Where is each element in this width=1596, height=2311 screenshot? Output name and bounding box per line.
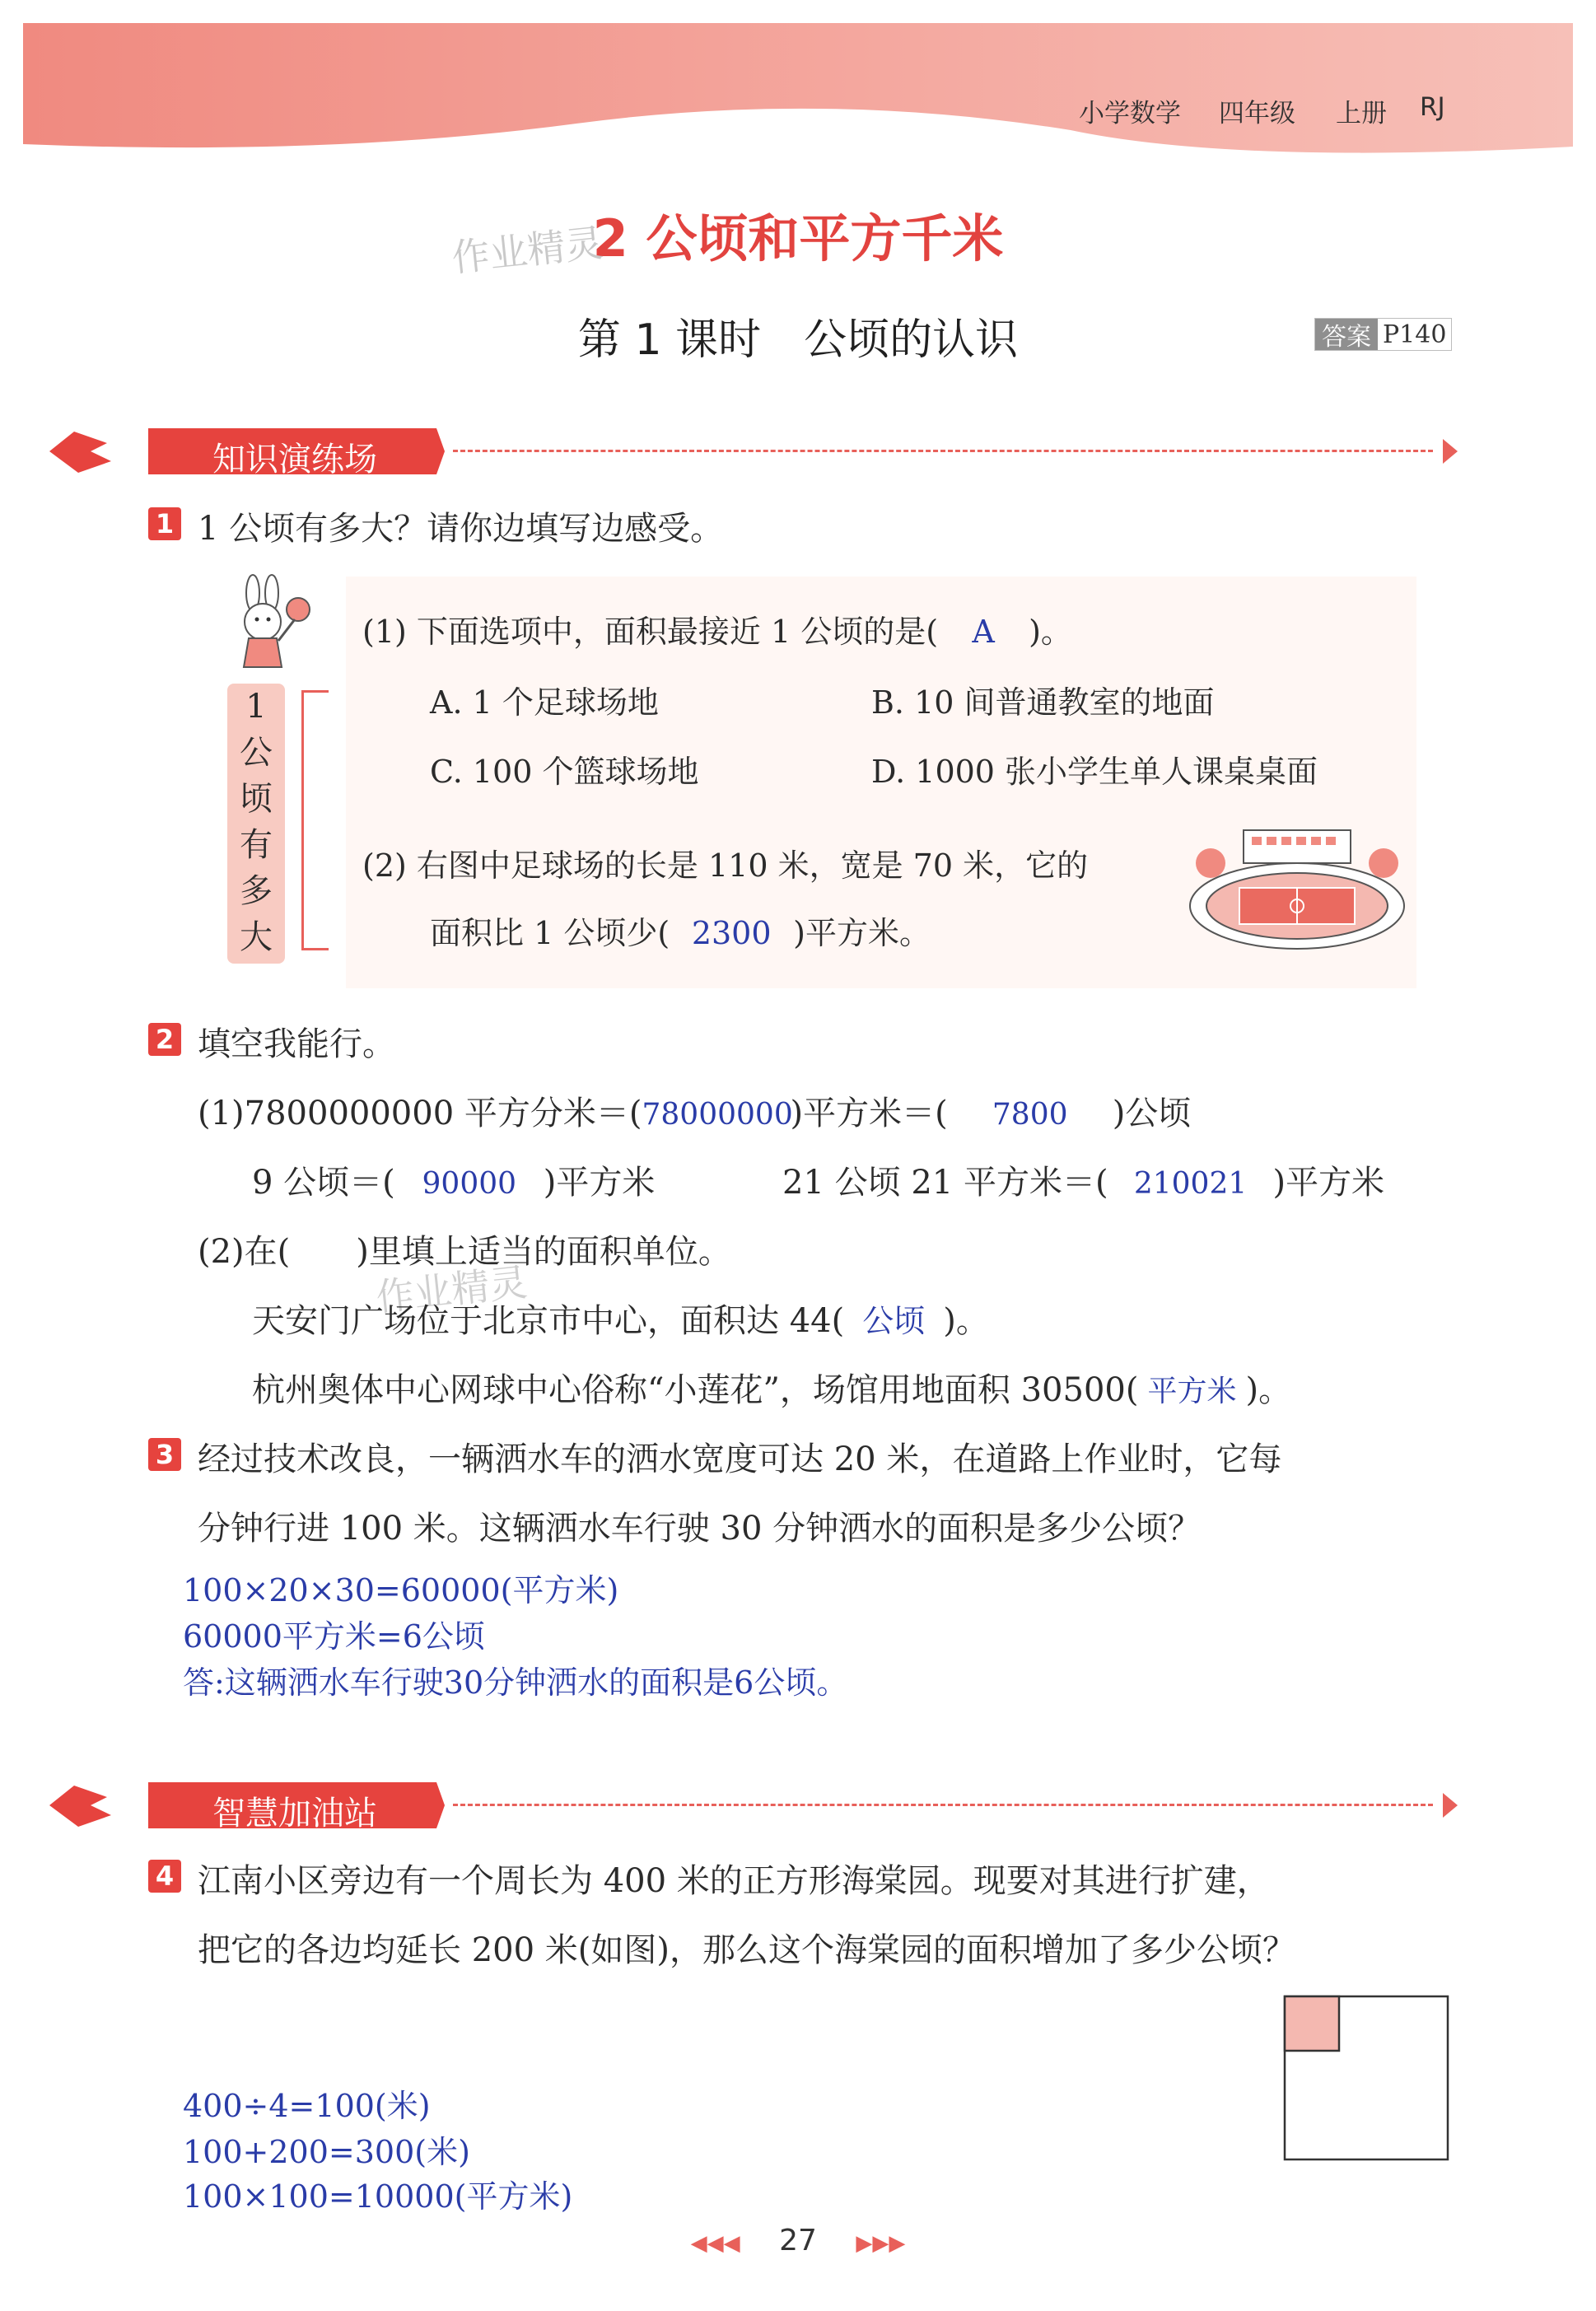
arrow-right-icon [1443, 439, 1458, 464]
q1-part2-line1: (2) 右图中足球场的长是 110 米，宽是 70 米，它的 [362, 847, 1089, 884]
option-c: C. 100 个篮球场地 [430, 754, 699, 790]
option-a: A. 1 个足球场地 [430, 684, 659, 721]
option-d: D. 1000 张小学生单人课桌桌面 [871, 754, 1318, 790]
q2-answer-1: 78000000 [642, 1098, 793, 1132]
question-number: 1 [148, 507, 181, 540]
page-number-value: 27 [779, 2224, 817, 2257]
side-char: 大 [240, 918, 273, 956]
q2-l2-text: 9 公顷＝( [252, 1164, 395, 1202]
square-expansion-diagram [1281, 1993, 1454, 2166]
answer-key-label: 答案 [1315, 319, 1378, 350]
section-divider [453, 1804, 1433, 1806]
q2-answer-2: 7800 [992, 1098, 1068, 1132]
q2-l5-end: )。 [1245, 1371, 1292, 1409]
q4-line1: 江南小区旁边有一个周长为 400 米的正方形海棠园。现要对其进行扩建， [198, 1862, 1270, 1900]
q2-answer-6: 平方米 [1147, 1375, 1237, 1408]
q2-l4-text: 天安门广场位于北京市中心，面积达 44( [252, 1302, 845, 1340]
side-char: 1 [245, 688, 267, 726]
q2-line1 [198, 1087, 1191, 1134]
header-grade: 四年级 [1219, 99, 1295, 128]
lesson-title: 第 1 课时 公顷的认识 [577, 315, 1019, 365]
side-char: 多 [240, 872, 273, 910]
q2-l5-text: 杭州奥体中心网球中心俗称“小莲花”，场馆用地面积 30500( [252, 1371, 1139, 1409]
option-b: B. 10 间普通教室的地面 [871, 684, 1215, 721]
watermark: 作业精灵 [449, 220, 605, 281]
question-number: 3 [148, 1438, 181, 1471]
q2-line4 [252, 1295, 989, 1342]
q1-side-label [227, 684, 285, 964]
q2-l2-end: )平方米 [1272, 1164, 1385, 1202]
page-number [0, 2224, 1596, 2257]
q4-answer-cut [183, 2171, 573, 2215]
q1-part1-answer: A [972, 614, 995, 650]
header-volume: 上册 [1336, 99, 1387, 128]
q1-part1-end: )。 [1029, 614, 1072, 650]
q2-answer-5: 公顷 [862, 1303, 926, 1339]
q1-part2-end: )平方米。 [793, 915, 931, 951]
q1-part2-line2 [430, 908, 931, 953]
header-band [0, 0, 1596, 165]
section-label: 知识演练场 [212, 441, 377, 479]
rabbit-mascot-icon [216, 577, 323, 684]
header-subject: 小学数学 [1079, 99, 1181, 128]
question-prompt: 填空我能行。 [198, 1025, 395, 1063]
question-prompt: 1 公顷有多大？请你边填写边感受。 [198, 510, 724, 548]
q2-line3: (2)在( )里填上适当的面积单位。 [198, 1233, 731, 1271]
q2-l2-text2: 21 公顷 21 平方米＝( [782, 1164, 1108, 1202]
q2-l1-mid: )平方米＝( [790, 1095, 948, 1132]
q4-answer-line: 400÷4=100(米) [183, 2088, 431, 2124]
stadium-illustration-icon [1186, 824, 1408, 955]
section-banner-challenge [0, 1782, 1596, 1832]
q2-l1-text: (1)7800000000 平方分米＝( [198, 1095, 642, 1132]
answer-page-number: P140 [1378, 319, 1451, 350]
q3-answer-line: 答:这辆洒水车行驶30分钟洒水的面积是6公顷。 [183, 1664, 848, 1701]
section-banner-practice [0, 428, 1596, 479]
section-label: 智慧加油站 [212, 1795, 377, 1832]
section-divider [453, 450, 1433, 452]
q2-line2 [252, 1156, 655, 1203]
side-char: 顷 [240, 780, 273, 818]
q1-part2-answer: 2300 [691, 915, 772, 951]
q3-line1: 经过技术改良，一辆洒水车的洒水宽度可达 20 米，在道路上作业时，它每 [198, 1440, 1282, 1478]
q3-line2: 分钟行进 100 米。这辆洒水车行驶 30 分钟洒水的面积是多少公顷？ [198, 1510, 1202, 1548]
q2-answer-3: 90000 [422, 1167, 517, 1201]
watermark: 作业精灵 [373, 1259, 530, 1320]
arrow-right-icon [1443, 1793, 1458, 1818]
bracket [301, 690, 329, 950]
q3-answer-line: 60000平方米=6公顷 [183, 1618, 485, 1655]
q2-line2b [782, 1156, 1384, 1203]
q4-answer-line: 100+200=300(米) [183, 2134, 470, 2170]
header-edition: RJ [1420, 92, 1445, 122]
q3-answer-line: 100×20×30=60000(平方米) [183, 1572, 619, 1608]
q2-l2-mid: )平方米 [543, 1164, 656, 1202]
q2-l4-end: )。 [943, 1302, 989, 1340]
q1-part1-text: (1) 下面选项中，面积最接近 1 公顷的是( [362, 614, 939, 650]
side-char: 公 [240, 734, 273, 772]
side-char: 有 [240, 826, 273, 864]
q2-answer-4: 210021 [1133, 1167, 1248, 1201]
question-number: 2 [148, 1023, 181, 1056]
q4-answer-line: 100×100=10000(平方米) [183, 2178, 573, 2215]
q1-part2-text: 面积比 1 公顷少( [430, 915, 670, 951]
q2-l1-end: )公顷 [1112, 1095, 1192, 1132]
answer-page-badge [1314, 318, 1452, 351]
unit-title: 2 公顷和平方千米 [592, 208, 1004, 268]
question-number: 4 [148, 1860, 181, 1893]
q4-line2: 把它的各边均延长 200 米(如图)，那么这个海棠园的面积增加了多少公顷？ [198, 1931, 1295, 1969]
next-arrows-icon: ▶▶▶ [856, 2231, 906, 2256]
q2-line5 [252, 1364, 1291, 1411]
q1-part1 [362, 606, 1072, 651]
prev-arrows-icon: ◀◀◀ [690, 2231, 740, 2256]
